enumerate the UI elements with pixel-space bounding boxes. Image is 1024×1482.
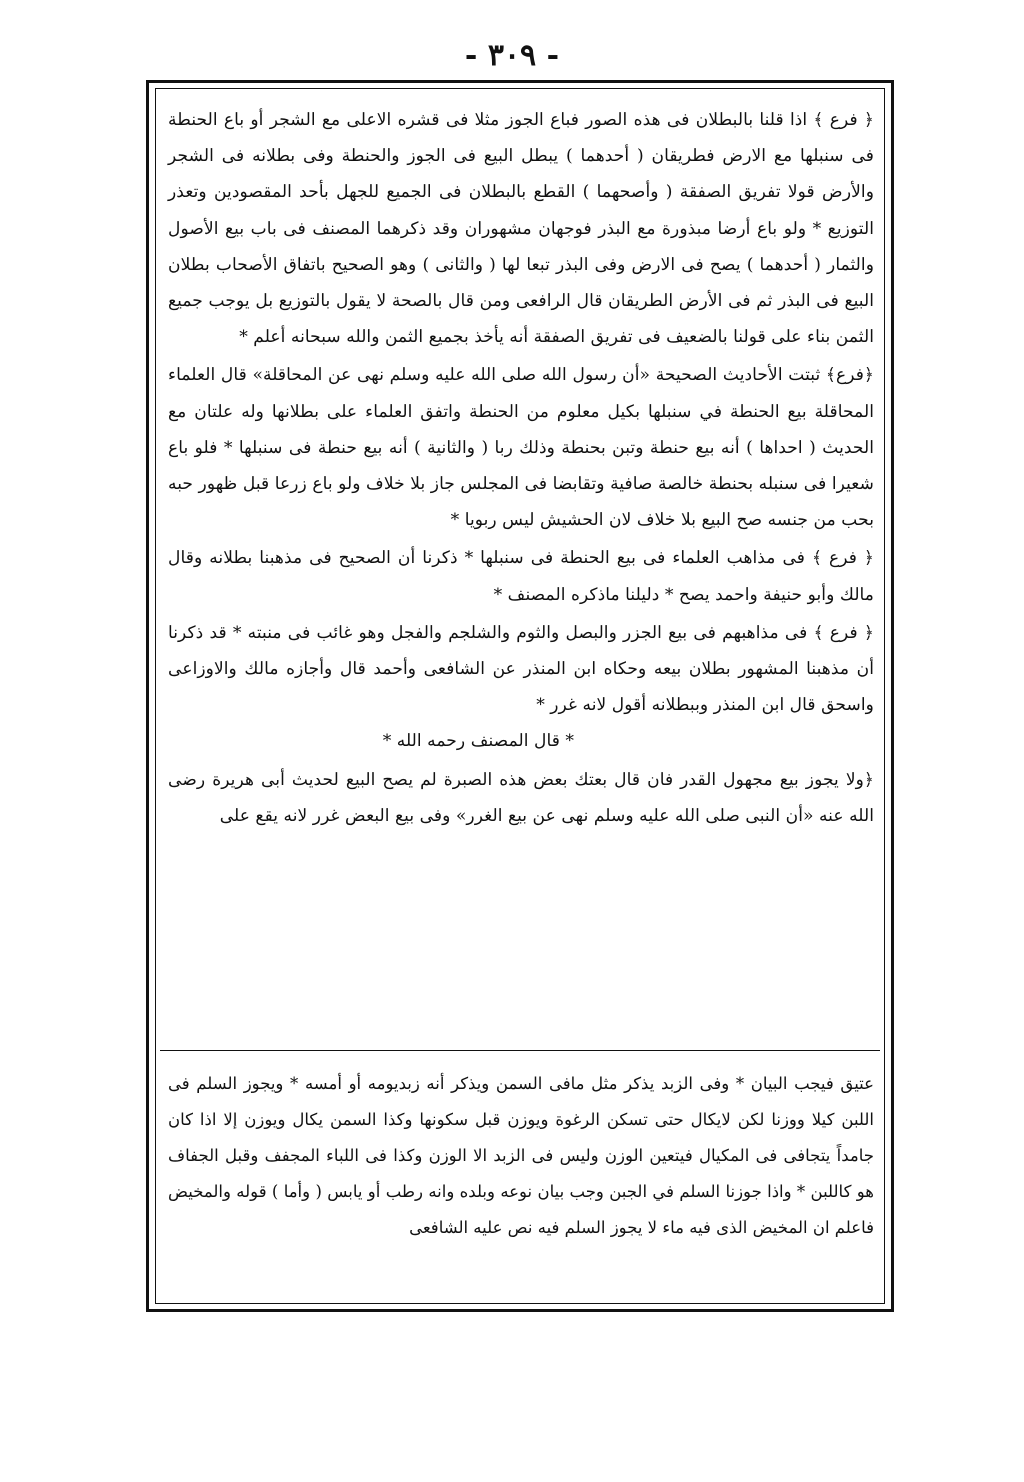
author-says-heading: * قال المصنف رحمه الله *	[382, 731, 574, 752]
paragraph-buried-vegetables: ﴿ فرع ﴾ فى مذاهبهم فى بيع الجزر والبصل والثوم والشلجم والفجل وهو غائب فى منبته * قد ذكرنا أن مذهبنا المشهور بطلان بيعه وحكاه ابن المنذر عن الشافعى وأحمد قال وأجازه مالك والاوزاعى واسحق قال ابن المنذر وببطلانه أقول لانه غرر *	[168, 622, 874, 716]
paragraph-muhaqala: ﴿فرع﴾ ثبتت الأحاديث الصحيحة «أن رسول الله صلى الله عليه وسلم نهى عن المحاقلة» قال العلماء المحاقلة بيع الحنطة في سنبلها بكيل معلوم من الحنطة واتفق العلماء على بطلانها وله علتان مع الحديث ( احداها ) أنه بيع حنطة وتبن بحنطة وذلك ربا ( والثانية ) أنه بيع حنطة فى سنبلها * فلو باع شعيرا فى سنبله بحنطة خالصة صافية وتقابضا فى المجلس جاز بلا خلاف ولو باع زرعا قبل ظهور حبه بحب من جنسه صح البيع بلا خلاف لان الحشيش ليس ربويا *	[168, 365, 874, 531]
paragraph-unknown-quantity: ﴿ولا يجوز بيع مجهول القدر فان قال بعتك بعض هذه الصبرة لم يصح البيع لحديث أبى هريرة رضى الله عنه «أن النبى صلى الله عليه وسلم نهى عن بيع الغرر» وفى بيع البعض غرر لانه يقع على	[168, 769, 874, 826]
footnote-separator	[160, 1050, 880, 1051]
footnote-paragraph: عتيق فيجب البيان * وفى الزبد يذكر مثل مافى السمن ويذكر أنه زبديومه أو أمسه * ويجوز السلم فى اللبن كيلا ووزنا لكن لايكال حتى تسكن الرغوة ويوزن قبل سكونها وكذا السمن يكال ويوزن إلا اذا كان جامداً يتجافى فى المكيال فيتعين الوزن وليس فى الزبد الا الوزن وكذا فى اللباء المجفف وقبل الجفاف هو كاللبن * واذا جوزنا السلم في الجبن وجب بيان نوعه وبلده وانه رطب أو يابس ( وأما ) قوله والمخيض فاعلم ان المخيض الذى فيه ماء لا يجوز السلم فيه نص عليه الشافعى	[168, 1074, 874, 1237]
footnote-text	[168, 1066, 874, 1246]
paragraph-sale-void-walnut-wheat: ﴿ فرع ﴾ اذا قلنا بالبطلان فى هذه الصور فباع الجوز مثلا فى قشره الاعلى مع الشجر أو باع الحنطة فى سنبلها مع الارض فطريقان ( أحدهما ) يبطل البيع فى الجوز والحنطة وفى بطلانه فى الشجر والأرض قولا تفريق الصفقة ( وأصحهما ) القطع بالبطلان فى الجميع للجهل بأحد المقصودين وتعذر التوزيع * ولو باع أرضا مبذورة مع البذر فوجهان مشهوران وقد ذكرهما المصنف فى باب بيع الأصول والثمار ( أحدهما ) يصح فى الارض وفى البذر تبعا لها ( والثانى ) وهو الصحيح باتفاق الأصحاب بطلان البيع فى البذر ثم فى الأرض الطريقان قال الرافعى ومن قال بالصحة لا يقول بالتوزيع بل يوجب جميع الثمن بناء على قولنا بالضعيف فى تفريق الصفقة أنه يأخذ بجميع الثمن والله سبحانه أعلم *	[168, 110, 874, 348]
paragraph-scholars-views-wheat: ﴿ فرع ﴾ فى مذاهب العلماء فى بيع الحنطة فى سنبلها * ذكرنا أن الصحيح فى مذهبنا بطلانه وقال مالك وأبو حنيفة واحمد يصح * دليلنا ماذكره المصنف *	[168, 548, 874, 605]
main-text	[168, 102, 874, 834]
page-number: - ٣٠٩ -	[464, 38, 560, 73]
